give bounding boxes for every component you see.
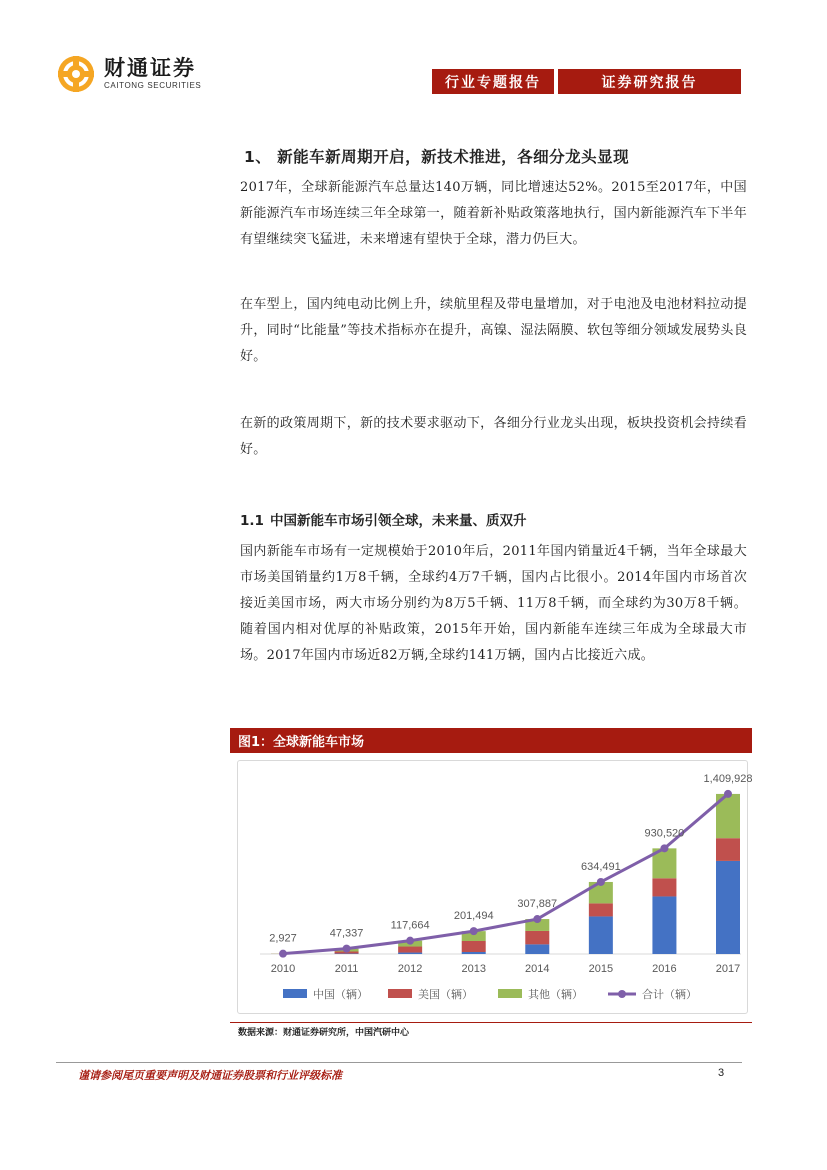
header-tab-securities-research: 证券研究报告 [558, 69, 741, 94]
bar-1-2015 [589, 903, 613, 916]
x-tick-label: 2017 [715, 963, 741, 975]
bar-0-2012 [398, 953, 422, 954]
total-point-2011 [343, 945, 351, 953]
bar-0-2013 [462, 952, 486, 954]
bar-1-2013 [462, 941, 486, 952]
bar-1-2014 [525, 931, 549, 944]
section-1-1-heading [240, 509, 527, 529]
total-point-2012 [406, 937, 414, 945]
data-label: 930,520 [644, 827, 685, 840]
bar-0-2015 [589, 916, 613, 954]
logo-chinese-name: 财通证券 [104, 56, 196, 80]
x-tick-label: 2012 [397, 963, 423, 975]
total-point-2013 [470, 927, 478, 935]
total-point-2015 [597, 878, 605, 886]
footer-rule [56, 1062, 742, 1063]
legend-swatch-icon [498, 989, 522, 998]
data-label: 201,494 [453, 910, 494, 923]
legend-swatch-icon [388, 989, 412, 998]
page-number: 3 [718, 1067, 725, 1079]
logo-english-name: CAITONG SECURITIES [104, 81, 202, 90]
data-label: 2,927 [269, 932, 297, 945]
bar-1-2017 [716, 838, 740, 861]
x-tick-label: 2011 [334, 963, 359, 975]
data-label: 117,664 [390, 919, 430, 932]
section-1-paragraph-3: 在新的政策周期下，新的技术要求驱动下，各细分行业龙头出现，板块投资机会持续看好。 [240, 416, 747, 457]
legend-label: 美国（辆） [418, 989, 473, 1001]
bar-0-2016 [652, 896, 676, 954]
chart-container [237, 760, 753, 1014]
section-1-1-number: 1.1 [240, 513, 264, 529]
legend-marker-icon [618, 990, 626, 998]
bar-1-2016 [652, 878, 676, 896]
stacked-bar-line-chart [238, 761, 753, 1013]
data-label: 1,409,928 [703, 772, 753, 785]
section-1-heading: 1、 新能车新周期开启，新技术推进，各细分龙头显现 [244, 148, 630, 166]
section-1-1-paragraph: 国内新能车市场有一定规模始于2010年后，2011年国内销量近4千辆，当年全球最大市场美国销量约1万8千辆，全球约4万7千辆，国内占比很小。2014年国内市场首次接近美国市场，两大市场分别约为8万5千辆、11万8千辆，而全球约为30万8千辆。随着国内相对优厚的补贴政策，2015年开始，国内新能车连续三年成为全球最大市场。2017年国内市场近82万辆,全球约141万辆，国内占比接近六成。 [240, 544, 747, 663]
section-1-1-title: 中国新能车市场引领全球，未来量、质双升 [270, 513, 527, 529]
caitong-logo-icon [56, 54, 96, 94]
data-label: 47,337 [329, 927, 364, 940]
legend-swatch-icon [283, 989, 307, 998]
x-tick-label: 2010 [270, 963, 296, 975]
total-point-2017 [724, 790, 732, 798]
legend-label: 其他（辆） [528, 989, 583, 1001]
x-tick-label: 2016 [652, 963, 677, 975]
data-label: 634,491 [580, 860, 621, 873]
bar-1-2012 [398, 947, 422, 953]
data-label: 307,887 [517, 898, 558, 911]
bar-0-2017 [716, 861, 740, 954]
company-logo [56, 54, 201, 94]
section-1-paragraph-1: 2017年，全球新能源汽车总量达140万辆，同比增速达52%。2015至2017年，中国新能源汽车市场连续三年全球第一，随着新补贴政策落地执行，国内新能源汽车下半年有望继续突飞猛进，未来增速有望快于全球，潜力仍巨大。 [240, 180, 747, 247]
figure-title: 图1：全球新能车市场 [230, 728, 752, 753]
total-point-2016 [660, 844, 668, 852]
legend-label: 合计（辆） [642, 989, 697, 1001]
total-point-2010 [279, 950, 287, 958]
legend-label: 中国（辆） [313, 989, 368, 1001]
bar-0-2014 [525, 944, 549, 954]
footer-disclaimer: 谨请参阅尾页重要声明及财通证券股票和行业评级标准 [78, 1069, 342, 1082]
x-tick-label: 2014 [525, 963, 550, 975]
section-1-paragraph-2: 在车型上，国内纯电动比例上升，续航里程及带电量增加，对于电池及电池材料拉动提升，同时“比能量”等技术指标亦在提升，高镍、湿法隔膜、软包等细分领域发展势头良好。 [240, 297, 747, 364]
total-point-2014 [533, 915, 541, 923]
figure-bottom-rule [230, 1022, 752, 1023]
x-tick-label: 2015 [588, 963, 614, 975]
x-tick-label: 2013 [461, 963, 486, 975]
header-tab-industry-report: 行业专题报告 [432, 69, 554, 94]
figure-source: 数据来源：财通证券研究所，中国汽研中心 [238, 1028, 410, 1038]
